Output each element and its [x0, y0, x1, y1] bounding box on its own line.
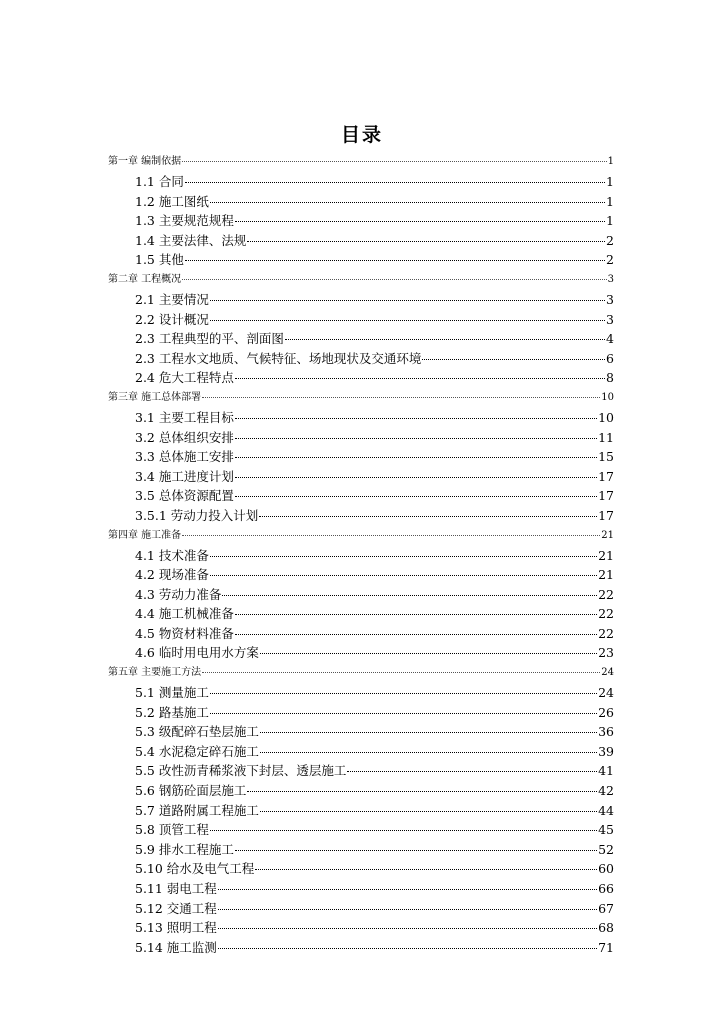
toc-section-entry[interactable]	[108, 761, 614, 781]
toc-section-entry[interactable]	[108, 329, 614, 349]
toc-entry-title: 4.6 临时用电用水方案	[135, 645, 259, 661]
toc-page-number: 2	[606, 232, 614, 248]
toc-page-number: 26	[598, 704, 614, 720]
toc-entry-title: 1.5 其他	[135, 252, 184, 268]
toc-page-number: 1	[606, 193, 614, 209]
toc-entry-title: 2.1 主要情况	[135, 291, 209, 307]
toc-dot-leader	[182, 161, 606, 162]
toc-entry-title: 5.5 改性沥青稀浆液下封层、透层施工	[135, 763, 347, 779]
toc-dot-leader	[185, 182, 605, 183]
toc-dot-leader	[285, 339, 605, 340]
toc-dot-leader	[235, 457, 597, 458]
toc-page-number: 1	[606, 174, 614, 189]
toc-section-entry[interactable]	[108, 742, 614, 762]
toc-page-number: 71	[598, 939, 614, 955]
toc-dot-leader	[210, 556, 597, 557]
toc-dot-leader	[202, 672, 600, 673]
toc-page-number: 60	[598, 861, 614, 877]
toc-dot-leader	[182, 279, 606, 280]
toc-page-number: 52	[598, 841, 614, 857]
toc-page-number: 8	[606, 370, 614, 386]
toc-chapter-entry[interactable]	[108, 270, 614, 290]
table-of-contents	[108, 152, 614, 957]
toc-dot-leader	[210, 713, 597, 714]
toc-entry-title: 5.12 交通工程	[135, 900, 217, 916]
toc-dot-leader	[210, 575, 597, 576]
toc-section-entry[interactable]	[108, 428, 614, 448]
toc-dot-leader	[182, 535, 600, 536]
toc-entry-title: 5.7 道路附属工程施工	[135, 802, 259, 818]
toc-entry-title: 5.11 弱电工程	[135, 881, 217, 896]
toc-page-number: 11	[598, 429, 614, 445]
toc-section-entry[interactable]	[108, 447, 614, 467]
toc-page-number: 3	[606, 311, 614, 327]
toc-dot-leader	[218, 909, 597, 910]
toc-section-entry[interactable]	[108, 604, 614, 624]
toc-section-entry[interactable]	[108, 859, 614, 879]
toc-dot-leader	[235, 850, 597, 851]
toc-chapter-entry[interactable]	[108, 388, 614, 408]
toc-section-entry[interactable]	[108, 722, 614, 742]
toc-dot-leader	[218, 948, 597, 949]
toc-page-number: 36	[598, 724, 614, 740]
toc-dot-leader	[222, 595, 597, 596]
toc-page-number: 6	[606, 350, 614, 366]
toc-title: 目录	[340, 124, 383, 146]
toc-section-entry[interactable]	[108, 879, 614, 899]
toc-section-entry[interactable]	[108, 349, 614, 369]
toc-page-number: 41	[598, 763, 614, 779]
toc-section-entry[interactable]	[108, 565, 614, 585]
toc-dot-leader	[210, 300, 605, 301]
toc-page-number: 3	[607, 273, 614, 285]
toc-page-number: 66	[598, 881, 614, 896]
toc-entry-title: 4.1 技术准备	[135, 547, 209, 563]
toc-page-number: 21	[601, 529, 614, 541]
toc-page-number: 22	[598, 606, 614, 622]
toc-entry-title: 第二章 工程概况	[108, 273, 182, 285]
toc-entry-title: 3.5 总体资源配置	[135, 488, 234, 504]
toc-chapter-entry[interactable]	[108, 152, 614, 172]
toc-dot-leader	[247, 241, 605, 242]
toc-page-number: 21	[598, 547, 614, 563]
toc-section-entry[interactable]	[108, 703, 614, 723]
toc-section-entry[interactable]	[108, 643, 614, 663]
toc-page-number: 17	[598, 507, 614, 523]
toc-dot-leader	[218, 889, 597, 890]
toc-section-entry[interactable]	[108, 250, 614, 270]
toc-page-number: 4	[606, 331, 614, 347]
toc-section-entry[interactable]	[108, 486, 614, 506]
toc-entry-title: 2.3 工程水文地质、气候特征、场地现状及交通环境	[135, 350, 422, 366]
toc-section-entry[interactable]	[108, 899, 614, 919]
toc-entry-title: 5.8 顶管工程	[135, 822, 209, 838]
toc-dot-leader	[260, 752, 597, 753]
toc-entry-title: 第五章 主要施工方法	[108, 667, 202, 679]
toc-section-entry[interactable]	[108, 231, 614, 251]
toc-section-entry[interactable]	[108, 801, 614, 821]
toc-section-entry[interactable]	[108, 290, 614, 310]
toc-section-entry[interactable]	[108, 918, 614, 938]
toc-section-entry[interactable]	[108, 211, 614, 231]
toc-entry-title: 5.6 钢筋砼面层施工	[135, 783, 247, 799]
toc-entry-title: 3.4 施工进度计划	[135, 468, 234, 484]
toc-entry-title: 5.2 路基施工	[135, 704, 209, 720]
toc-page-number: 10	[601, 391, 614, 403]
toc-entry-title: 5.10 给水及电气工程	[135, 861, 255, 877]
toc-page-number: 2	[606, 252, 614, 268]
toc-entry-title: 1.3 主要规范规程	[135, 213, 234, 229]
toc-entry-title: 4.3 劳动力准备	[135, 586, 222, 602]
toc-section-entry[interactable]	[108, 506, 614, 526]
toc-page-number: 10	[598, 409, 614, 425]
toc-dot-leader	[218, 928, 597, 929]
toc-dot-leader	[210, 693, 597, 694]
toc-page-number: 1	[607, 156, 614, 167]
toc-page-number: 17	[598, 468, 614, 484]
toc-page-number: 3	[606, 291, 614, 307]
toc-dot-leader	[235, 378, 605, 379]
toc-dot-leader	[210, 830, 597, 831]
toc-dot-leader	[260, 732, 597, 733]
toc-dot-leader	[347, 771, 597, 772]
toc-dot-leader	[235, 221, 605, 222]
toc-chapter-entry[interactable]	[108, 663, 614, 683]
toc-page-number: 67	[598, 900, 614, 916]
toc-section-entry[interactable]	[108, 408, 614, 428]
toc-dot-leader	[235, 438, 597, 439]
toc-entry-title: 3.1 主要工程目标	[135, 409, 234, 425]
toc-dot-leader	[260, 811, 597, 812]
toc-section-entry[interactable]	[108, 585, 614, 605]
toc-dot-leader	[422, 359, 605, 360]
toc-dot-leader	[235, 614, 597, 615]
toc-entry-title: 5.9 排水工程施工	[135, 841, 234, 857]
toc-entry-title: 3.2 总体组织安排	[135, 429, 234, 445]
toc-entry-title: 4.4 施工机械准备	[135, 606, 234, 622]
toc-section-entry[interactable]	[108, 368, 614, 388]
toc-entry-title: 5.4 水泥稳定碎石施工	[135, 743, 259, 759]
toc-dot-leader	[210, 320, 605, 321]
toc-section-entry[interactable]	[108, 546, 614, 566]
toc-entry-title: 4.5 物资材料准备	[135, 625, 234, 641]
toc-dot-leader	[260, 653, 597, 654]
toc-section-entry[interactable]	[108, 192, 614, 212]
toc-dot-leader	[235, 418, 597, 419]
toc-page-number: 45	[598, 822, 614, 838]
toc-entry-title: 2.4 危大工程特点	[135, 370, 234, 386]
toc-dot-leader	[235, 477, 597, 478]
toc-page-number: 17	[598, 488, 614, 504]
toc-page-number: 1	[606, 213, 614, 229]
toc-entry-title: 2.2 设计概况	[135, 311, 209, 327]
toc-section-entry[interactable]	[108, 624, 614, 644]
toc-page-number: 22	[598, 586, 614, 602]
toc-page-number: 42	[598, 783, 614, 799]
toc-section-entry[interactable]	[108, 781, 614, 801]
toc-dot-leader	[202, 397, 600, 398]
toc-entry-title: 第四章 施工准备	[108, 529, 182, 541]
toc-dot-leader	[235, 634, 597, 635]
toc-entry-title: 3.5.1 劳动力投入计划	[135, 507, 259, 523]
toc-page-number: 22	[598, 625, 614, 641]
toc-dot-leader	[259, 516, 597, 517]
toc-entry-title: 1.4 主要法律、法规	[135, 232, 247, 248]
toc-section-entry[interactable]	[108, 310, 614, 330]
toc-section-entry[interactable]	[108, 938, 614, 958]
toc-section-entry[interactable]	[108, 840, 614, 860]
toc-page-number: 24	[601, 667, 614, 679]
toc-section-entry[interactable]	[108, 820, 614, 840]
toc-page-number: 23	[598, 645, 614, 661]
toc-entry-title: 1.2 施工图纸	[135, 193, 209, 209]
toc-dot-leader	[247, 791, 597, 792]
toc-entry-title: 5.14 施工监测	[135, 939, 217, 955]
toc-page-number: 24	[598, 685, 614, 701]
toc-page-number: 39	[598, 743, 614, 759]
toc-entry-title: 5.3 级配碎石垫层施工	[135, 724, 259, 740]
toc-chapter-entry[interactable]	[108, 526, 614, 546]
toc-page-number: 21	[598, 567, 614, 583]
toc-entry-title: 5.1 测量施工	[135, 685, 209, 701]
toc-dot-leader	[235, 496, 597, 497]
toc-dot-leader	[210, 202, 605, 203]
toc-entry-title: 第一章 编制依据	[108, 156, 182, 167]
toc-entry-title: 5.13 照明工程	[135, 920, 217, 936]
toc-entry-title: 第三章 施工总体部署	[108, 391, 202, 403]
toc-entry-title: 2.3 工程典型的平、剖面图	[135, 331, 284, 347]
toc-page-number: 68	[598, 920, 614, 936]
toc-page-number: 44	[598, 802, 614, 818]
toc-entry-title: 1.1 合同	[135, 174, 184, 189]
toc-dot-leader	[255, 869, 597, 870]
toc-section-entry[interactable]	[108, 683, 614, 703]
toc-dot-leader	[185, 260, 605, 261]
toc-section-entry[interactable]	[108, 172, 614, 192]
toc-entry-title: 4.2 现场准备	[135, 567, 209, 583]
toc-section-entry[interactable]	[108, 467, 614, 487]
toc-entry-title: 3.3 总体施工安排	[135, 449, 234, 465]
toc-page-number: 15	[598, 449, 614, 465]
